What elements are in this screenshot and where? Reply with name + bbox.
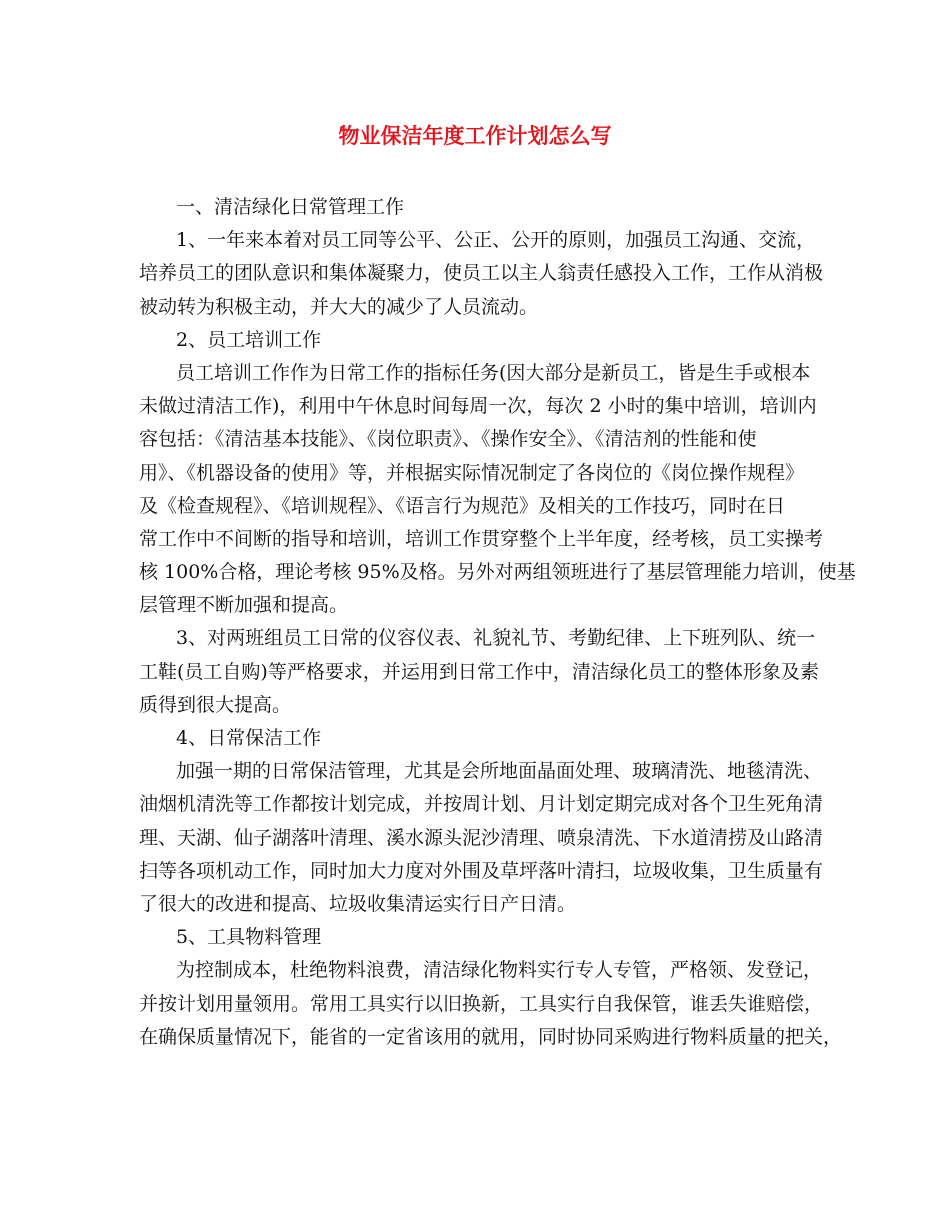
- text-line: 容包括：《清洁基本技能》、《岗位职责》、《操作安全》、《清洁剂的性能和使: [139, 428, 757, 451]
- text-line: 在确保质量情况下，能省的一定省该用的就用，同时协同采购进行物料质量的把关，: [139, 1025, 843, 1048]
- text-line: 4、日常保洁工作: [176, 727, 322, 749]
- text-line: 被动转为积极主动，并大大的减少了人员流动。: [139, 295, 539, 318]
- text-line: 加强一期的日常保洁管理，尤其是会所地面晶面处理、玻璃清洗、地毯清洗、: [176, 760, 823, 783]
- text-line: 5、工具物料管理: [176, 926, 322, 949]
- text-line: 未做过清洁工作)，利用中午休息时间每周一次，每次 2 小时的集中培训，培训内: [139, 395, 817, 418]
- text-line: 常工作中不间断的指导和培训，培训工作贯穿整个上半年度，经考核，员工实操考: [139, 527, 824, 550]
- text-line: 一、清洁绿化日常管理工作: [176, 196, 405, 218]
- text-line: 为控制成本，杜绝物料浪费，清洁绿化物料实行专人专管，严格领、发登记，: [176, 959, 823, 982]
- text-line: 理、天湖、仙子湖落叶清理、溪水源头泥沙清理、喷泉清洗、下水道清捞及山路清: [139, 826, 824, 849]
- text-line: 了很大的改进和提高、垃圾收集清运实行日产日清。: [139, 892, 577, 915]
- text-line: 层管理不断加强和提高。: [139, 594, 349, 617]
- document-body: [139, 191, 856, 1054]
- text-line: 培养员工的团队意识和集体凝聚力，使员工以主人翁责任感投入工作，工作从消极: [139, 262, 824, 285]
- text-line: 核 100%合格，理论考核 95%及格。另外对两组领班进行了基层管理能力培训，使基: [139, 561, 856, 584]
- text-line: 员工培训工作作为日常工作的指标任务(因大部分是新员工，皆是生手或根本: [176, 361, 811, 384]
- text-line: 质得到很大提高。: [139, 693, 292, 716]
- text-line: 及《检查规程》、《培训规程》、《语言行为规范》及相关的工作技巧，同时在日: [139, 494, 786, 517]
- text-line: 并按计划用量领用。常用工具实行以旧换新，工具实行自我保管，谁丢失谁赔偿，: [139, 992, 824, 1015]
- text-line: 工鞋(员工自购)等严格要求，并运用到日常工作中，清洁绿化员工的整体形象及素: [139, 660, 819, 683]
- document-title: 物业保洁年度工作计划怎么写: [338, 123, 612, 148]
- text-line: 扫等各项机动工作，同时加大力度对外围及草坪落叶清扫，垃圾收集，卫生质量有: [139, 859, 824, 882]
- text-line: 2、员工培训工作: [176, 328, 322, 351]
- text-line: 用》、《机器设备的使用》等，并根据实际情况制定了各岗位的《岗位操作规程》: [139, 461, 805, 484]
- text-line: 油烟机清洗等工作都按计划完成，并按周计划、月计划定期完成对各个卫生死角清: [139, 793, 824, 816]
- text-line: 3、对两班组员工日常的仪容仪表、礼貌礼节、考勤纪律、上下班列队、统一: [176, 627, 816, 650]
- text-line: 1、一年来本着对员工同等公平、公正、公开的原则，加强员工沟通、交流，: [176, 229, 816, 252]
